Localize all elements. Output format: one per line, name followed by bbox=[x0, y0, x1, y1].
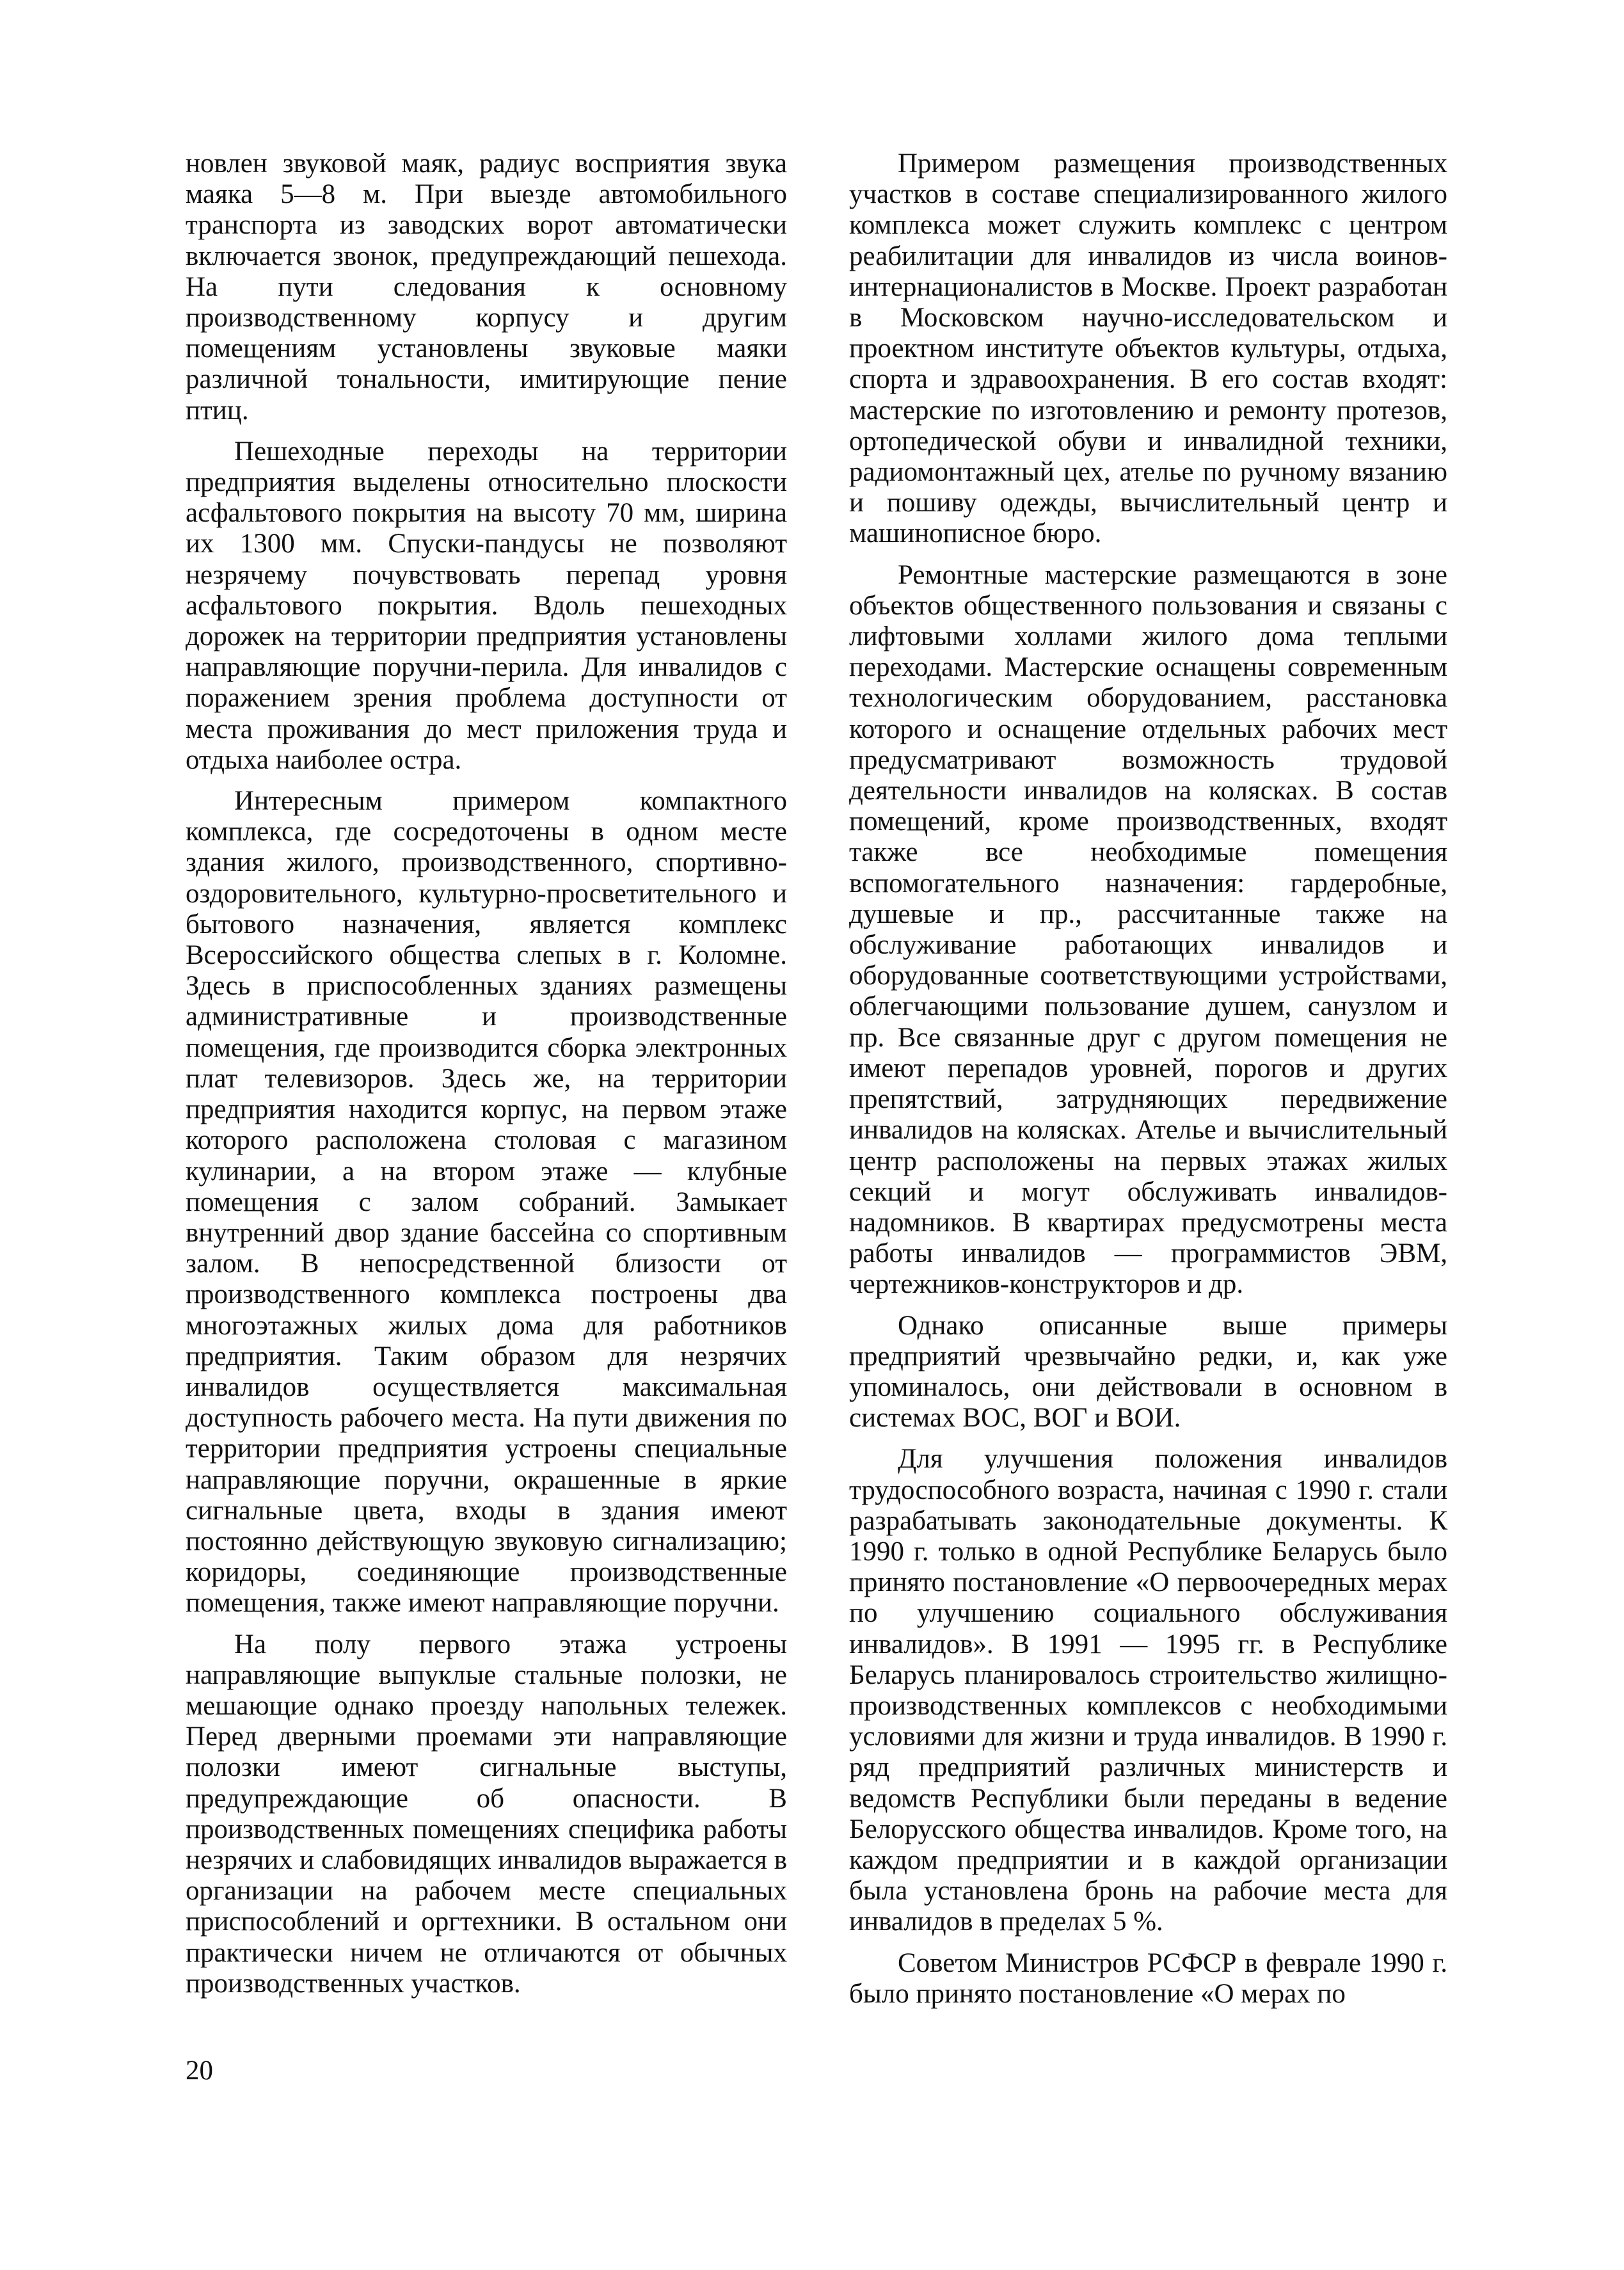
right-paragraph-4: Для улучшения положения инвалидов трудоспособного возраста, начиная с 1990 г. стали разрабатывать законодательные документы. К 1990 г. только в одной Республике Беларусь было принято постановление «О первоочередных мерах по улучшению социального обслуживания инвалидов». В 1991 — 1995 гг. в Республике Беларусь планировалось строительство жилищно-производственных комплексов с необходимыми условиями для жизни и труда инвалидов. В 1990 г. ряд предприятий различных министерств и ведомств Республики были переданы в ведение Белорусского общества инвалидов. Кроме того, на каждом предприятии и в каждой организации была установлена бронь на рабочие места для инвалидов в пределах 5 %. bbox=[849, 1444, 1447, 1937]
right-paragraph-3: Однако описанные выше примеры предприятий чрезвычайно редки, и, как уже упоминалось, они действовали в основном в системах ВОС, ВОГ и ВОИ. bbox=[849, 1310, 1447, 1434]
left-paragraph-3: Интересным примером компактного комплекса, где сосредоточены в одном месте здания жилого, производственного, спортивно-оздоровительного, культурно-просветительного и бытового назначения, является комплекс Всероссийского общества слепых в г. Коломне. Здесь в приспособленных зданиях размещены административные и производственные помещения, где производится сборка электронных плат телевизоров. Здесь же, на территории предприятия находится корпус, на первом этаже которого расположена столовая с магазином кулинарии, а на втором этаже — клубные помещения с залом собраний. Замыкает внутренний двор здание бассейна со спортивным залом. В непосредственной близости от производственного комплекса построены два многоэтажных жилых дома для работников предприятия. Таким образом для незрячих инвалидов осуществляется максимальная доступность рабочего места. На пути движения по территории предприятия устроены специальные направляющие поручни, окрашенные в яркие сигнальные цвета, входы в здания имеют постоянно действующую звуковую сигнализацию; коридоры, соединяющие производственные помещения, также имеют направляющие поручни. bbox=[186, 786, 787, 1619]
left-text-column bbox=[186, 148, 787, 2010]
right-paragraph-1: Примером размещения производственных участков в составе специализированного жилого комплекса может служить комплекс с центром реабилитации для инвалидов из числа воинов-интернационалистов в Москве. Проект разработан в Московском научно-исследовательском и проектном институте объектов культуры, отдыха, спорта и здравоохранения. В его состав входят: мастерские по изготовлению и ремонту протезов, ортопедической обуви и инвалидной техники, радиомонтажный цех, ателье по ручному вязанию и пошиву одежды, вычислительный центр и машинописное бюро. bbox=[849, 148, 1447, 549]
right-paragraph-5: Советом Министров РСФСР в феврале 1990 г. было принято постановление «О мерах по bbox=[849, 1947, 1447, 2009]
right-text-column bbox=[849, 148, 1447, 2020]
left-paragraph-4: На полу первого этажа устроены направляющие выпуклые стальные полозки, не мешающие однако проезду напольных тележек. Перед дверными проемами эти направляющие полозки имеют сигнальные выступы, предупреждающие об опасности. В производственных помещениях специфика работы незрячих и слабовидящих инвалидов выражается в организации на рабочем месте специальных приспособлений и оргтехники. В остальном они практически ничем не отличаются от обычных производственных участков. bbox=[186, 1629, 787, 1999]
right-paragraph-2: Ремонтные мастерские размещаются в зоне объектов общественного пользования и связаны с лифтовыми холлами жилого дома теплыми переходами. Мастерские оснащены современным технологическим оборудованием, расстановка которого и оснащение отдельных рабочих мест предусматривают возможность трудовой деятельности инвалидов на колясках. В состав помещений, кроме производственных, входят также все необходимые помещения вспомогательного назначения: гардеробные, душевые и пр., рассчитанные также на обслуживание работающих инвалидов и оборудованные соответствующими устройствами, облегчающими пользование душем, санузлом и пр. Все связанные друг с другом помещения не имеют перепадов уровней, порогов и других препятствий, затрудняющих передвижение инвалидов на колясках. Ателье и вычислительный центр расположены на первых этажах жилых секций и могут обслуживать инвалидов-надомников. В квартирах предусмотрены места работы инвалидов — программистов ЭВМ, чертежников-конструкторов и др. bbox=[849, 559, 1447, 1300]
left-paragraph-2: Пешеходные переходы на территории предприятия выделены относительно плоскости асфальтового покрытия на высоту 70 мм, ширина их 1300 мм. Спуски-пандусы не позволяют незрячему почувствовать перепад уровня асфальтового покрытия. Вдоль пешеходных дорожек на территории предприятия установлены направляющие поручни-перила. Для инвалидов с поражением зрения проблема доступности от места проживания до мест приложения труда и отдыха наиболее острa. bbox=[186, 436, 787, 775]
page-number: 20 bbox=[186, 2056, 213, 2086]
left-paragraph-1: новлен звуковой маяк, радиус восприятия звука маяка 5—8 м. При выезде автомобильного транспорта из заводских ворот автоматически включается звонок, предупреждающий пешехода. На пути следования к основному производственному корпусу и другим помещениям установлены звуковые маяки различной тональности, имитирующие пение птиц. bbox=[186, 148, 787, 426]
